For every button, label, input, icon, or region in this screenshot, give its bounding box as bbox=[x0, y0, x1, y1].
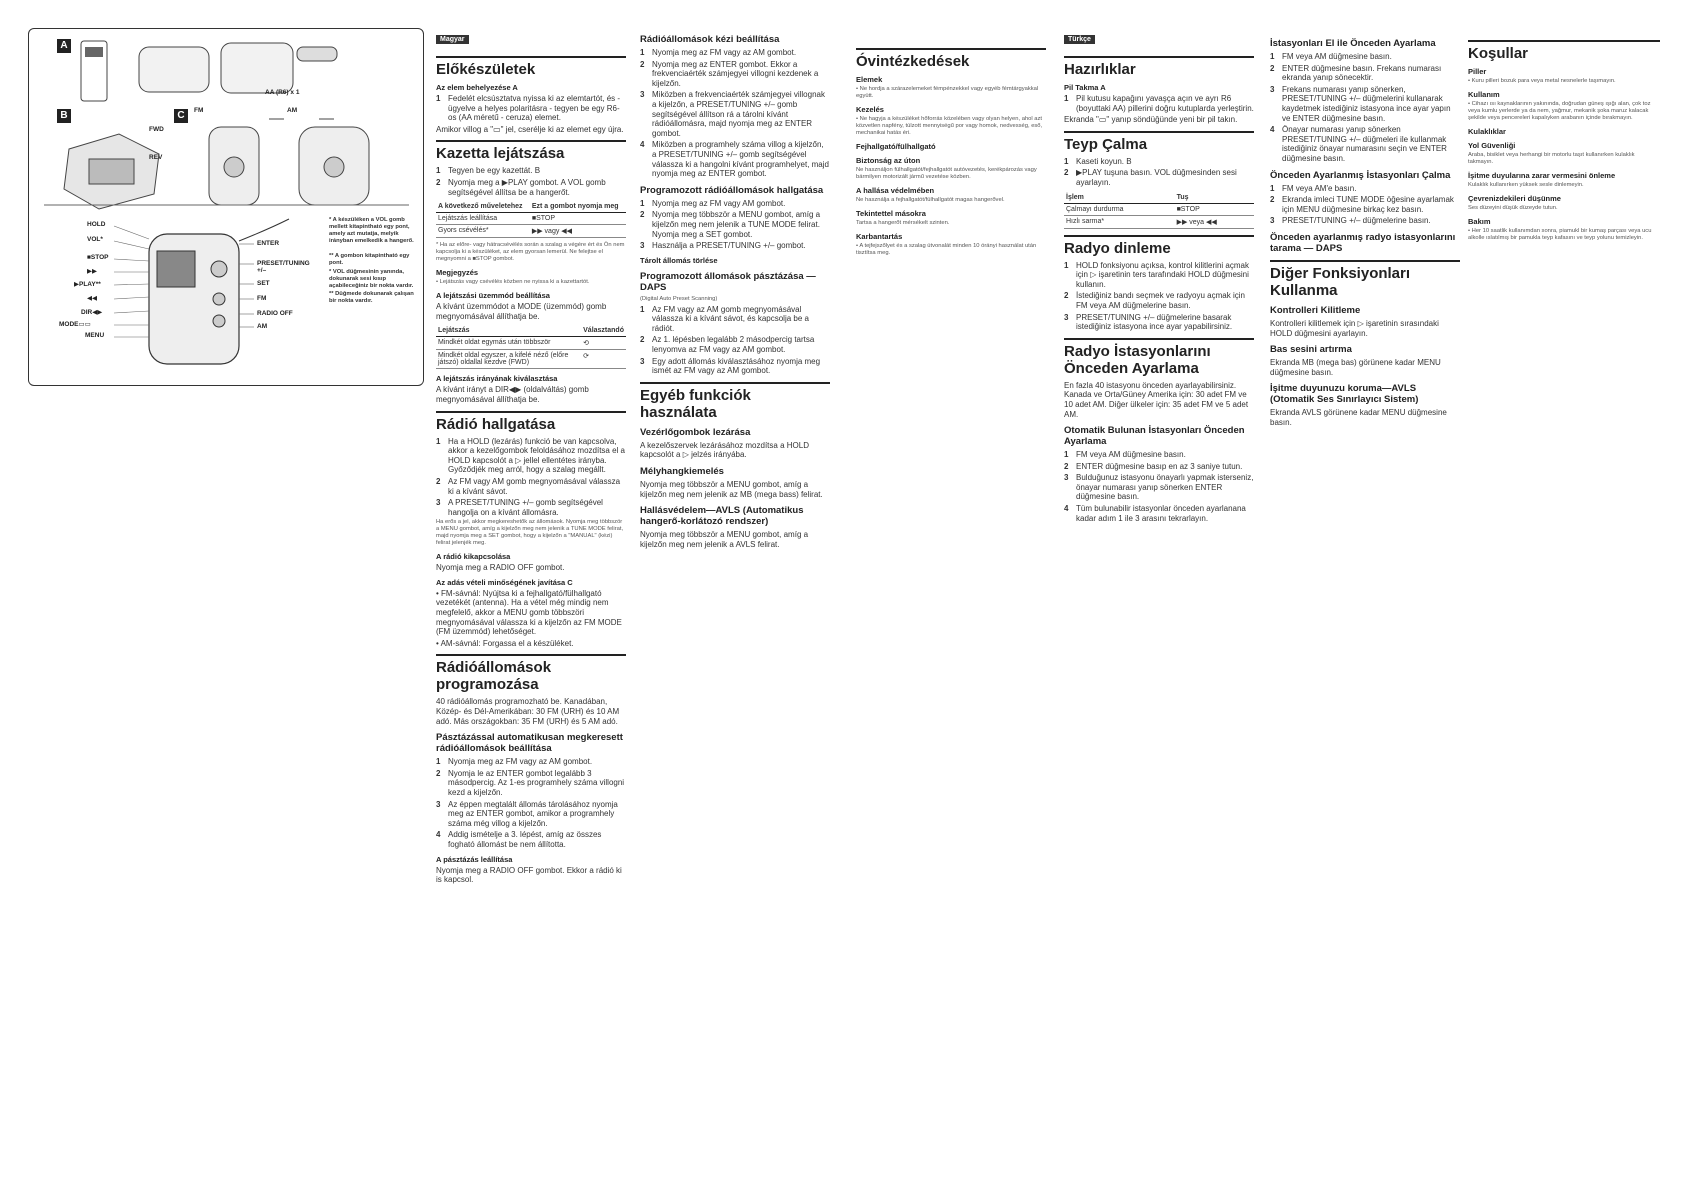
step-radio-1: 1 Ha a HOLD (lezárás) funkció be van kapcsolva, akkor a kezelőgombok feloldásához mozdítsa el a HOLD kapcsolót a ▷ jellel ellentétes irányba. Győződjék meg arról, hogy a szalag megállt. bbox=[436, 436, 625, 475]
figure-label-b: B bbox=[57, 109, 71, 123]
note-tr-vol: * VOL düğmesinin yanında, dokunarak sesi kısıp açabileceğiniz bir nokta vardır. bbox=[329, 269, 414, 289]
battery-note: Amikor villog a "▭" jel, cserélje ki az elemet egy újra. bbox=[436, 124, 624, 134]
control-play: ▶PLAY** bbox=[74, 281, 101, 288]
step-listen-3: 3 Használja a PRESET/TUNING +/– gombot. bbox=[640, 241, 806, 251]
column-tr-conditions bbox=[1468, 28, 1660, 243]
control-enter: ENTER bbox=[257, 240, 280, 247]
courtesy-text: Tartsa a hangerőt mérsékelt szinten. bbox=[856, 220, 950, 226]
step-tr-auto-4: 4 Tüm bulunabilir istasyonlar önceden ayarlanana kadar adım 1 ile 3 arasını tekrarlayın. bbox=[1064, 504, 1246, 523]
control-vol: VOL* bbox=[87, 236, 103, 243]
tr-considerate-text: Ses düzeyini düşük düzeyde tutun. bbox=[1468, 205, 1558, 211]
heading-radio: Rádió hallgatása bbox=[436, 411, 626, 433]
heading-road-safety: Biztonság az úton bbox=[856, 156, 921, 165]
heading-radio-off: A rádió kikapcsolása bbox=[436, 552, 511, 562]
step-tr-play-2: 2 Ekranda imleci TUNE MODE öğesine ayarlamak için MENU düğmesine birkaç kez basın. bbox=[1270, 195, 1454, 214]
heading-hearing: A hallása védelmében bbox=[856, 186, 935, 195]
battery-label: AA (R6) x 1 bbox=[265, 89, 300, 96]
control-radio-off: RADIO OFF bbox=[257, 310, 293, 317]
heading-tr-considerate: Çevrenizdekileri düşünme bbox=[1468, 194, 1561, 203]
heading-precautions: Óvintézkedések bbox=[856, 48, 1046, 70]
mode-text: A kívánt üzemmódot a MODE (üzemmód) gomb megnyomásával állíthatja be. bbox=[436, 302, 607, 321]
step-daps-1: 1 Az FM vagy az AM gomb megnyomásával válassza ki a kívánt sávot, és kapcsolja be a rádiót. bbox=[640, 304, 809, 333]
figure-label-a: A bbox=[57, 39, 71, 53]
heading-prep: Előkészületek bbox=[436, 56, 626, 78]
maintenance-text: • A tejfejszőlyet és a szalag útvonalát minden 10 órányi használat után tisztítsa meg. bbox=[856, 243, 1037, 256]
step-tape-2: 2 Nyomja meg a ▶PLAY gombot. A VOL gomb segítségével állítsa be a hangerőt. bbox=[436, 177, 606, 197]
am-label: AM bbox=[287, 107, 298, 114]
language-tag-hu: Magyar bbox=[436, 35, 469, 44]
heading-tr-hearing: İşitme duyularına zarar vermesini önleme bbox=[1468, 171, 1616, 180]
avls-text: Nyomja meg többször a MENU gombot, amíg a kijelzőn meg nem jelenik a AVLS felirat. bbox=[640, 530, 809, 549]
step-tr-battery: 1 Pil kutusu kapağını yavaşça açın ve ayrı R6 (boyuttaki AA) pillerini doğru kutuplarda yerleştirin. bbox=[1064, 94, 1254, 113]
control-hold: HOLD bbox=[87, 221, 106, 228]
column-hu-2 bbox=[640, 28, 830, 551]
step-listen-2: 2 Nyomja meg többször a MENU gombot, amíg a kijelzőn meg nem jelenik a TUNE MODE felirat. Nyomja meg a SET gombot. bbox=[640, 210, 821, 239]
tr-bass-text: Ekranda MB (mega bas) görünene kadar MENU düğmesine basın. bbox=[1270, 358, 1441, 377]
heading-tr-usage: Kullanım bbox=[1468, 90, 1500, 99]
tr-avls-text: Ekranda AVLS görünene kadar MENU düğmesine basın. bbox=[1270, 408, 1447, 427]
step-auto-4: 4 Addig ismételje a 3. lépést, amíg az összes fogható állomást be nem állította. bbox=[436, 830, 602, 849]
step-tr-tape-1: 1 Kaseti koyun. B bbox=[1064, 156, 1132, 166]
note-tr-button: ** Düğmede dokunarak çalışan bir nokta vardır. bbox=[329, 291, 414, 304]
heading-manual: Rádióállomások kézi beállítása bbox=[640, 34, 780, 45]
heading-tape: Kazetta lejátszása bbox=[436, 140, 626, 162]
heading-tr-lock: Kontrolleri Kilitleme bbox=[1270, 304, 1361, 316]
step-tr-auto-1: 1 FM veya AM düğmesine basın. bbox=[1064, 450, 1186, 460]
heading-tr-auto: Otomatik Bulunan İstasyonları Önceden Ayarlama bbox=[1064, 425, 1245, 448]
daps-subtitle: (Digital Auto Preset Scanning) bbox=[640, 295, 718, 302]
step-manual-4: 4 Miközben a programhely száma villog a kijelzőn, a PRESET/TUNING +/– gomb segítségével válassza ki a hangolni kívánt programhelyet, majd nyomja meg az ENTER gombot. bbox=[640, 140, 829, 179]
bass-text: Nyomja meg többször a MENU gombot, amíg a kijelzőn meg nem jelenik az MB (mega bass) felirat. bbox=[640, 480, 823, 499]
heading-battery: Az elem behelyezése A bbox=[436, 83, 518, 92]
stop-scan-text: Nyomja meg a RADIO OFF gombot. Ekkor a rádió ki is kapcsol. bbox=[436, 865, 622, 885]
tape-note: • Lejátszás vagy csévélés közben ne nyissa ki a kazettartót. bbox=[436, 279, 590, 286]
step-daps-3: 3 Egy adott állomás kiválasztásához nyomja meg ismét az FM vagy az AM gombot. bbox=[640, 356, 821, 376]
language-tag-tr: Türkçe bbox=[1064, 35, 1095, 44]
column-tr-2 bbox=[1270, 28, 1460, 429]
heading-programming: Rádióállomások programozása bbox=[436, 654, 626, 693]
tr-tape-table: İşlem Tuş Çalmayı durdurma ■STOP Hızlı sarma* ▶▶ veya ◀◀ bbox=[1064, 192, 1254, 229]
rev-label: REV bbox=[149, 154, 163, 161]
handling-text: • Ne hagyja a készüléket hőforrás közelében vagy olyan helyen, ahol azt közvetlen napfény, túlzott mennyiségű por vagy homok, nedvesség, eső, mechanikai hatás éri. bbox=[856, 116, 1043, 136]
heading-courtesy: Tekintettel másokra bbox=[856, 209, 926, 218]
lock-text: A kezelőszervek lezárásához mozdítsa a HOLD kapcsolót a ▷ jelzés irányába. bbox=[640, 440, 809, 460]
road-safety-text: Ne használjon fülhallgatót/fejhallgatót autóvezetés, kerékpározás vagy bármilyen motorizált jármű vezetése közben. bbox=[856, 167, 1037, 180]
illustration-panel bbox=[28, 28, 424, 386]
control-dir: DIR◀▶ bbox=[81, 309, 103, 316]
column-hu-1 bbox=[436, 28, 626, 887]
heading-other: Egyéb funkciók használata bbox=[640, 382, 830, 421]
elements-text: • Ne hordja a szárazelemeket fémpénzekkel vagy egyéb fémtárgyakkal együtt. bbox=[856, 86, 1039, 99]
heading-tr-play: Önceden Ayarlanmış İstasyonları Çalma bbox=[1270, 169, 1451, 181]
figure-label-c: C bbox=[174, 109, 188, 123]
column-precautions bbox=[856, 28, 1046, 258]
step-tr-radio-1: 1 HOLD fonksiyonu açıksa, kontrol kilitlerini açmak için ▷ işaretinin ters tarafındaki HOLD düğmesini kullanın. bbox=[1064, 260, 1249, 289]
step-tr-auto-3: 3 Bulduğunuz istasyonu önayarlı yapmak isterseniz, önayar numarası yanıp sönerken ENTER düğmesine basın. bbox=[1064, 473, 1254, 502]
note-hu-vol: * A készüléken a VOL gomb mellett kitapintható egy pont, amely azt mutatja, melyik irányban emelkedik a hangerő. bbox=[329, 217, 414, 244]
step-tr-radio-2: 2 İstediğiniz bandı seçmek ve radyoyu açmak için FM veya AM düğmelerine basın. bbox=[1064, 291, 1245, 310]
heading-mode: A lejátszási üzemmód beállítása bbox=[436, 291, 550, 301]
tr-hearing-text: Kulaklık kullanırken yüksek sesle dinlemeyin. bbox=[1468, 182, 1584, 188]
control-menu: MENU bbox=[85, 332, 105, 339]
heading-tr-manual: İstasyonları El ile Önceden Ayarlama bbox=[1270, 38, 1436, 49]
heading-daps: Programozott állomások pásztázása — DAPS bbox=[640, 270, 816, 293]
step-listen-1: 1 Nyomja meg az FM vagy AM gombot. bbox=[640, 198, 786, 208]
radio-off-text: Nyomja meg a RADIO OFF gombot. bbox=[436, 563, 565, 573]
heading-tr-preset: Radyo İstasyonlarını Önceden Ayarlama bbox=[1064, 338, 1254, 377]
heading-tr-care: Bakım bbox=[1468, 217, 1491, 226]
note-hu-button: ** A gombon kitapintható egy pont. bbox=[329, 253, 410, 266]
heading-tr-battery: Pil Takma A bbox=[1064, 83, 1106, 92]
heading-stop-scan: A pásztázás leállítása bbox=[436, 854, 513, 864]
programming-text: 40 rádióállomás programozható be. Kanadában, Közép- és Dél-Amerikában: 30 FM (URH) és 10 AM adó. Más országokban: 35 FM (URH) és 5 AM adó. bbox=[436, 697, 620, 726]
direction-text: A kívánt irányt a DIR◀▶ (oldalváltás) gomb megnyomásával állíthatja be. bbox=[436, 385, 589, 404]
tr-road-text: Araba, bisiklet veya herhangi bir motorlu taşıt kullanırken kulaklık takmayın. bbox=[1468, 152, 1635, 165]
control-set: SET bbox=[257, 280, 270, 287]
tape-footnote: * Ha az előre- vagy hátracsévélés során a szalag a végére ért és Ön nem kapcsolja ki a készüléket, az elem gyorsan lemerül. Ne felejtse el megnyomni a ■STOP gombot. bbox=[436, 242, 625, 263]
step-tr-manual-4: 4 Önayar numarası yanıp sönerken PRESET/TUNING +/– düğmeleri ile kullanmak istediğiniz önayar numarasını seçin ve ENTER düğmesine basın. bbox=[1270, 125, 1447, 163]
step-manual-3: 3 Miközben a frekvenciaérték számjegyei villognak a kijelzőn, a PRESET/TUNING +/– gomb segítségével állítson rá a tárolni kívánt rádióállomásra, majd nyomja meg az ENTER gombot. bbox=[640, 90, 825, 138]
tape-table: A következő műveletehez Ezt a gombot nyomja meg Lejátszás leállítása ■STOP Gyors csévélés* ▶▶ vagy ◀◀ bbox=[436, 201, 626, 238]
step-tape-1: 1 Tegyen be egy kazettát. B bbox=[436, 166, 541, 176]
step-tr-manual-2: 2 ENTER düğmesine basın. Frekans numarası ekranda yanıp sönecektir. bbox=[1270, 63, 1442, 83]
tr-usage-text: • Cihazı ısı kaynaklarının yakınında, doğrudan güneş ışığı alan, çok toz veya kumlu yerlerde ya da nem, yağmur, mekanik şoka maruz kalacak şekilde veya pencereleri kapalıyken arabanın içinde bırakmayın. bbox=[1468, 101, 1651, 121]
step-radio-3: 3 A PRESET/TUNING +/– gomb segítségével hangolja on a kívánt állomásra. bbox=[436, 498, 603, 517]
step-radio-2: 2 Az FM vagy AM gomb megnyomásával válassza ki a kívánt sávot. bbox=[436, 476, 621, 496]
step-tr-play-3: 3 PRESET/TUNING +/– düğmelerine basın. bbox=[1270, 216, 1431, 226]
fm-label: FM bbox=[194, 107, 204, 114]
heading-tr-avls: İşitme duyunuzu koruma—AVLS (Otomatik Ses Sınırlayıcı Sistem) bbox=[1270, 383, 1419, 406]
control-fm: FM bbox=[257, 295, 267, 302]
step-tr-manual-3: 3 Frekans numarası yanıp sönerken, PRESET/TUNING +/– düğmelerini kullanarak kaydetmek istediğiniz istasyona ince ayar yapın ve ENTER düğmesine basın. bbox=[1270, 84, 1451, 123]
step-tr-play-1: 1 FM veya AM'e basın. bbox=[1270, 183, 1357, 193]
heading-tr-batteries: Piller bbox=[1468, 67, 1487, 76]
step-tr-tape-2: 2 ▶PLAY tuşuna basın. VOL düğmesinden sesi ayarlayın. bbox=[1064, 168, 1237, 187]
heading-conditions: Koşullar bbox=[1468, 40, 1660, 62]
control-am: AM bbox=[257, 323, 268, 330]
note-label: Megjegyzés bbox=[436, 268, 479, 278]
step-auto-3: 3 Az éppen megtalált állomás tárolásához nyomja meg az ENTER gombot, amikor a programhely száma még villog a kijelzőn. bbox=[436, 799, 618, 828]
tr-care-text: • Her 10 saatlik kullanımdan sonra, piamukl bir kumaş parçası veya ucu alkolle ıslatılmış bir pamukla teyp kafasını ve teyp yolunu temizleyin. bbox=[1468, 228, 1652, 241]
control-preset: PRESET/TUNING +/– bbox=[257, 260, 310, 274]
control-stop: ■STOP bbox=[87, 254, 109, 261]
mode-table: Lejátszás Választandó Mindkét oldat egymás után többször ⟲ Mindkét oldal egyszer, a kifelé néző (előre játszó) oldallal kezdve (FWD) ⟳ bbox=[436, 325, 626, 369]
heading-tr-other: Diğer Fonksiyonları Kullanma bbox=[1270, 260, 1460, 299]
step-battery: 1 Fedelét elcsúsztatva nyissa ki az elemtartót, és - ügyelve a helyes polaritásra - tegyen be egy R6-os (AA méretű - ceruza) elemet. bbox=[436, 94, 621, 123]
heading-bass: Mélyhangkiemelés bbox=[640, 466, 724, 478]
fwd-label: FWD bbox=[149, 126, 164, 133]
control-mode: MODE▭▭ bbox=[59, 321, 91, 328]
step-manual-2: 2 Nyomja meg az ENTER gombot. Ekkor a frekvenciaérték számjegyei villogni kezdenek a kijelzőn. bbox=[640, 59, 819, 88]
radio-small: Ha erős a jel, akkor megkereshetők az állomások. Nyomja meg többször a MENU gombot, amíg a kijelzőn meg nem jelenik a TUNE MODE felirat, majd nyomja meg a SET gombot, hogy a kijelzőn a "MANUAL" (kézi) felirat jelenjék meg. bbox=[436, 519, 624, 547]
step-auto-1: 1 Nyomja meg az FM vagy az AM gombot. bbox=[436, 757, 593, 767]
heading-quality: Az adás vételi minőségének javítása C bbox=[436, 577, 573, 587]
heading-auto: Pásztázással automatikusan megkeresett rádióállomások beállítása bbox=[436, 732, 623, 755]
step-daps-2: 2 Az 1. lépésben legalább 2 másodpercig tartsa lenyomva az FM vagy az AM gombot. bbox=[640, 335, 815, 355]
heading-tr-prep: Hazırlıklar bbox=[1064, 56, 1254, 78]
heading-avls: Hallásvédelem—AVLS (Automatikus hangerő-korlátozó rendszer) bbox=[640, 505, 804, 528]
control-rew: ◀◀ bbox=[87, 295, 97, 302]
heading-tr-tape: Teyp Çalma bbox=[1064, 131, 1254, 153]
quality-am: • AM-sávnál: Forgassa el a készüléket. bbox=[436, 638, 574, 648]
hearing-text: Ne használja a fejhallgatót/fülhallgatót magas hangerővel. bbox=[856, 197, 1005, 203]
heading-delete: Tárolt állomás törlése bbox=[640, 255, 718, 265]
tr-lock-text: Kontrolleri kilitlemek için ▷ işaretinin sırasındaki HOLD düğmesini ayarlayın. bbox=[1270, 318, 1439, 338]
heading-lock: Vezérlőgombok lezárása bbox=[640, 426, 751, 438]
step-auto-2: 2 Nyomja le az ENTER gombot legalább 3 másodpercig. Az 1-es programhely száma villogni kezd a kijelzőn. bbox=[436, 768, 625, 797]
step-tr-radio-3: 3 PRESET/TUNING +/– düğmelerine basarak istediğiniz istasyona ince ayar yapabilirsiniz. bbox=[1064, 312, 1233, 332]
heading-headphones: Fejhallgató/fülhallgató bbox=[856, 142, 936, 151]
quality-fm: • FM-sávnál: Nyújtsa ki a fejhallgató/fülhallgató vezetékét (antenna). Ha a vétel még mindig nem megfelelő, akkor a MENU gomb többszöri megnyomásával válassza ki a kijelzőn az FM MODE (FM üzemmód) lehetőséget. bbox=[436, 588, 622, 637]
step-tr-manual-1: 1 FM veya AM düğmesine basın. bbox=[1270, 52, 1392, 61]
heading-tr-bass: Bas sesini artırma bbox=[1270, 344, 1352, 356]
heading-tr-headphones: Kulaklıklar bbox=[1468, 127, 1506, 136]
heading-maintenance: Karbantartás bbox=[856, 232, 903, 241]
step-manual-1: 1 Nyomja meg az FM vagy az AM gombot. bbox=[640, 48, 797, 57]
step-tr-auto-2: 2 ENTER düğmesine basıp en az 3 saniye tutun. bbox=[1064, 461, 1243, 471]
heading-elements: Elemek bbox=[856, 75, 883, 84]
heading-tr-road: Yol Güvenliği bbox=[1468, 141, 1516, 150]
heading-listen: Programozott rádióállomások hallgatása bbox=[640, 184, 824, 196]
control-ff: ▶▶ bbox=[87, 268, 97, 275]
tr-preset-text: En fazla 40 istasyonu önceden ayarlayabilirsiniz. Kanada ve Orta/Güney Amerika için: 30 adet FM ve 10 adet AM. Diğer ülkeler için: 35 adet FM ve 5 adet AM. bbox=[1064, 380, 1249, 419]
column-tr-1 bbox=[1064, 28, 1254, 525]
heading-direction: A lejátszás irányának kiválasztása bbox=[436, 374, 558, 384]
heading-handling: Kezelés bbox=[856, 105, 884, 114]
tr-batteries-text: • Kuru pilleri bozuk para veya metal nesnelerle taşımayın. bbox=[1468, 78, 1616, 84]
heading-tr-radio: Radyo dinleme bbox=[1064, 235, 1254, 257]
tr-battery-note: Ekranda "▭" yanıp söndüğünde yeni bir pil takın. bbox=[1064, 115, 1238, 125]
heading-tr-daps: Önceden ayarlanmış radyo istasyonlarını tarama — DAPS bbox=[1270, 231, 1456, 254]
